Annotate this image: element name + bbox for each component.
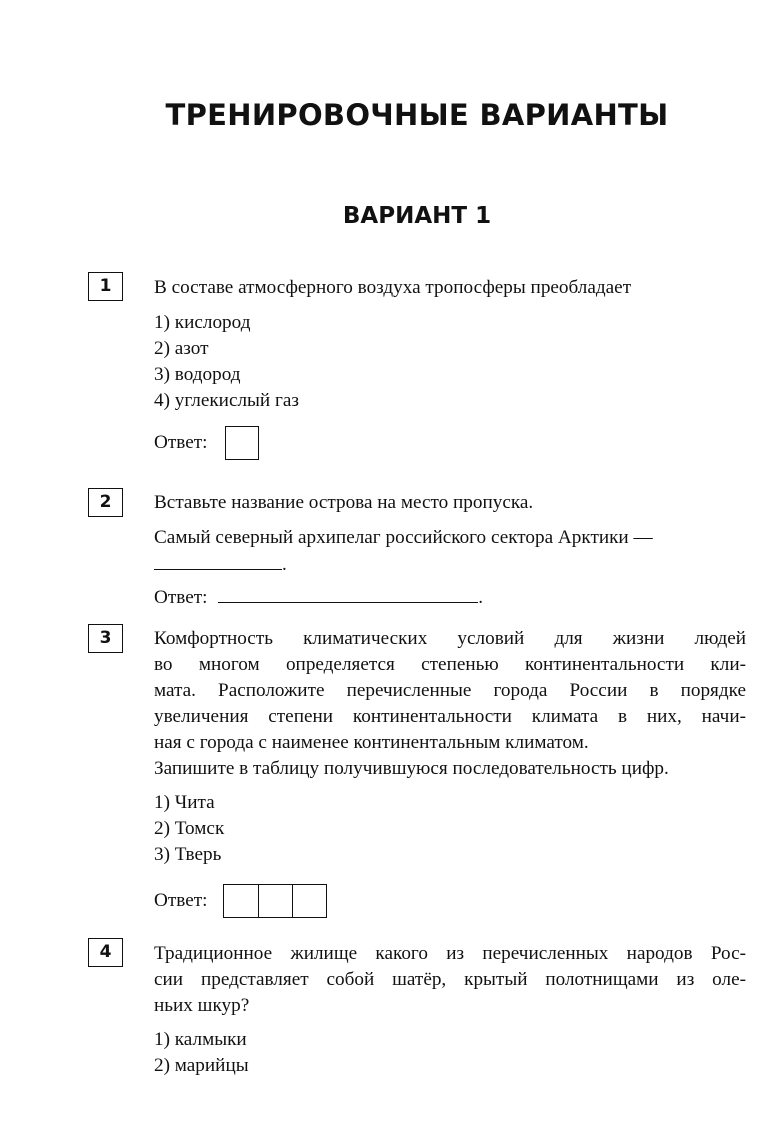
- question-line: ньих шкур?: [154, 995, 250, 1016]
- answer-line[interactable]: [218, 584, 478, 603]
- answer-label: Ответ:: [154, 432, 208, 453]
- variant-title: ВАРИАНТ 1: [342, 203, 492, 229]
- task-number-box: 4: [88, 938, 123, 967]
- option-item: 1) кислород: [154, 312, 251, 333]
- period: .: [282, 554, 287, 575]
- option-item: 4) углекислый газ: [154, 390, 299, 411]
- option-item: 1) калмыки: [154, 1029, 247, 1050]
- question-line: Запишите в таблицу получившуюся последовательность цифр.: [154, 758, 669, 779]
- question-line: во многом определяется степенью континентальности кли-: [154, 654, 746, 675]
- option-item: 2) азот: [154, 338, 209, 359]
- sentence-blank[interactable]: [154, 551, 282, 570]
- answer-label: Ответ:: [154, 587, 208, 608]
- question-line: Комфортность климатических условий для жизни людей: [154, 628, 746, 649]
- question-line: увеличения степени континентальности климата в них, начи-: [154, 706, 746, 727]
- answer-cell[interactable]: [258, 885, 292, 917]
- question-line: сии представляет собой шатёр, крытый полотнищами из оле-: [154, 969, 746, 990]
- answer-label: Ответ:: [154, 890, 208, 911]
- answer-table: [223, 884, 327, 918]
- option-item: 2) марийцы: [154, 1055, 249, 1076]
- option-item: 3) водород: [154, 364, 241, 385]
- option-item: 2) Томск: [154, 818, 225, 839]
- option-item: 1) Чита: [154, 792, 215, 813]
- task-instruction: Вставьте название острова на место пропуска.: [154, 492, 534, 513]
- page-title: ТРЕНИРОВОЧНЫЕ ВАРИАНТЫ: [165, 98, 669, 132]
- answer-cell[interactable]: [224, 885, 258, 917]
- question-line: мата. Расположите перечисленные города России в порядке: [154, 680, 746, 701]
- task-number-box: 1: [88, 272, 123, 301]
- task-question: В составе атмосферного воздуха тропосферы преобладает: [154, 277, 632, 298]
- answer-box[interactable]: [225, 426, 259, 460]
- question-line: ная с города с наименее континентальным климатом.: [154, 732, 589, 753]
- period: .: [478, 587, 484, 608]
- question-line: Традиционное жилище какого из перечисленных народов Рос-: [154, 943, 746, 964]
- option-item: 3) Тверь: [154, 844, 222, 865]
- task-number-box: 2: [88, 488, 123, 517]
- task-sentence: Самый северный архипелаг российского сектора Арктики —: [154, 527, 653, 548]
- task-number-box: 3: [88, 624, 123, 653]
- answer-cell[interactable]: [292, 885, 326, 917]
